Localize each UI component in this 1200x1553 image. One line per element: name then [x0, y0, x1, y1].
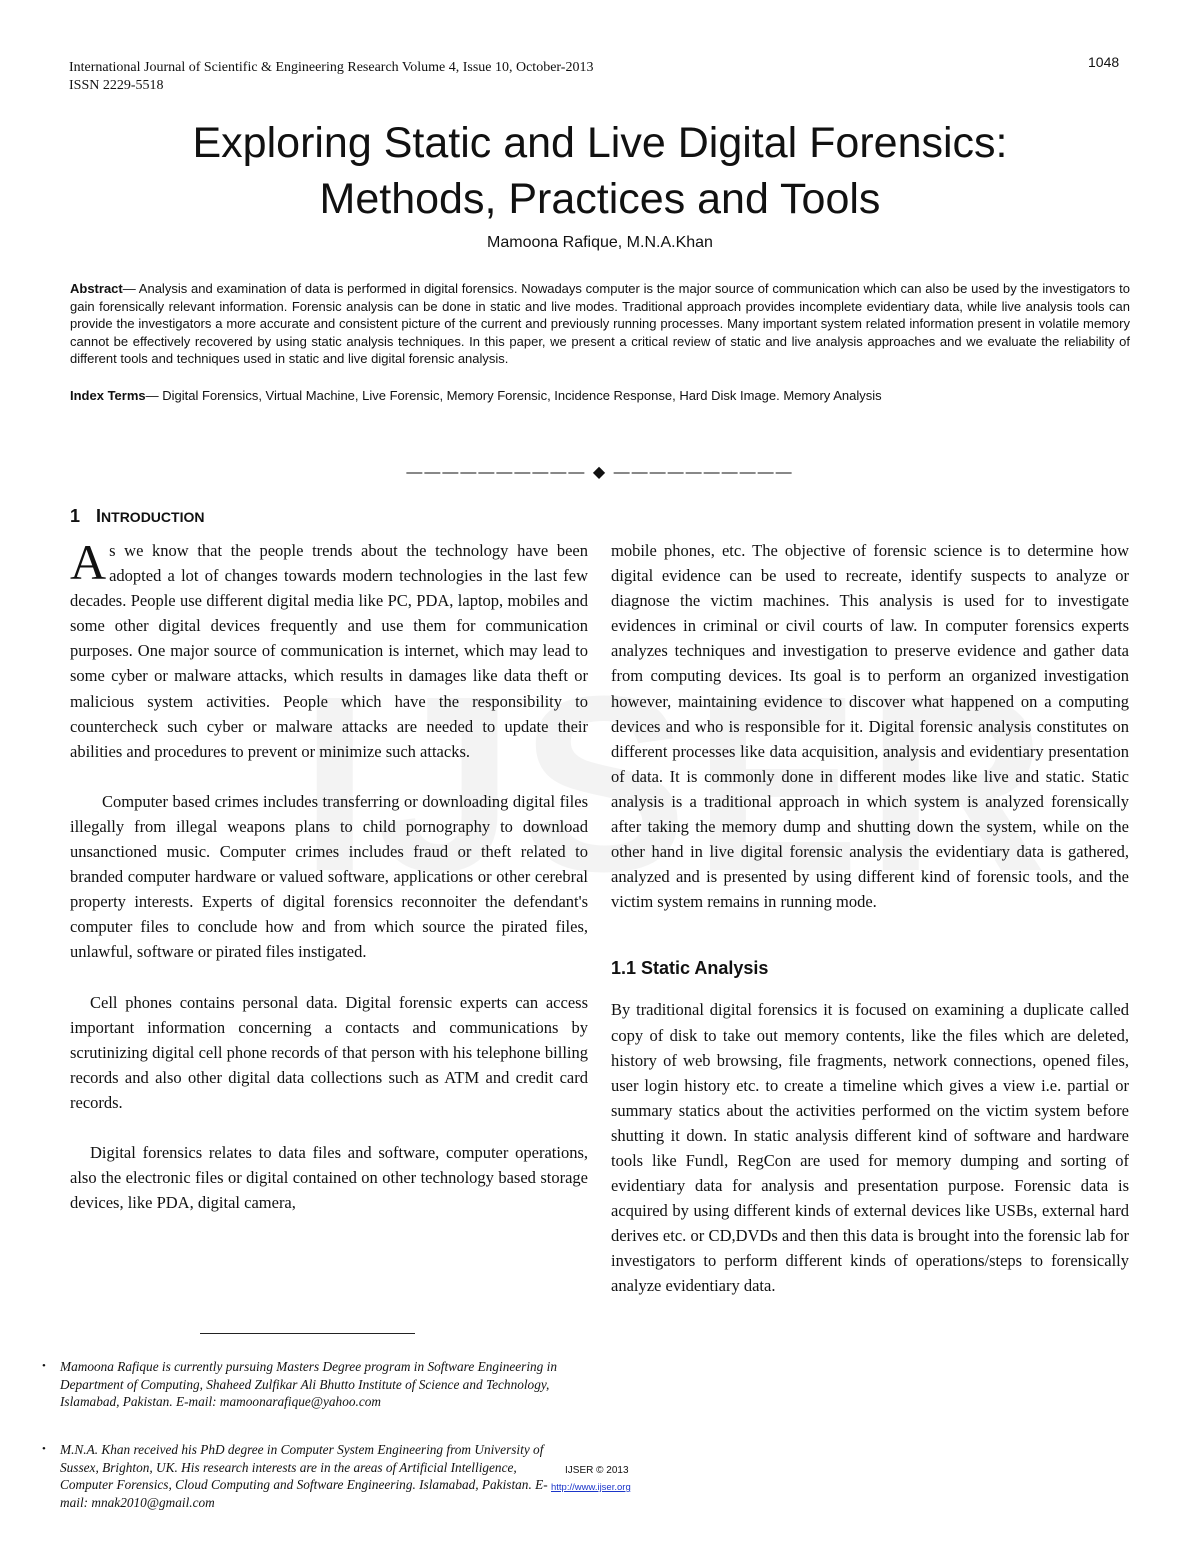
index-terms: [70, 387, 1130, 405]
section-number: 1: [70, 506, 81, 526]
paper-title: [0, 115, 1200, 227]
left-column: [70, 534, 588, 1215]
journal-name: International Journal of Scientific & Engineering Research Volume 4, Issue 10, October-2013: [69, 60, 594, 75]
subsection-heading-static-analysis: 1.1 Static Analysis: [611, 958, 769, 979]
copyright: IJSER © 2013: [565, 1465, 629, 1476]
abstract-text: — Analysis and examination of data is performed in digital forensics. Nowadays computer is the major source of communication which can also be used by the investigators to gain forensically relevant information. Forensic analysis can be done in static and live modes. Traditional approach provides incomplete evidentiary data, while live analysis tools can provide the investigators a more accurate and consistent picture of the current and previously running processes. Many important system related information present in volatile memory cannot be effectively recovered by using static analysis techniques. In this paper, we present a critical review of static and live analysis approaches and we evaluate the reliability of different tools and techniques used in static and live digital forensic analysis.: [70, 281, 1130, 366]
journal-header: [69, 59, 593, 95]
bullet-icon: •: [42, 1360, 46, 1372]
index-terms-text: — Digital Forensics, Virtual Machine, Live Forensic, Memory Forensic, Incidence Response, Hard Disk Image. Memory Analysis: [145, 388, 882, 403]
intro-paragraph-2: Computer based crimes includes transferring or downloading digital files illegally from illegal weapons plans to child pornography to download unsanctioned music. Computer crimes includes fraud or theft related to branded computer hardware or valued software, applications or other cerebral property interests. Experts of digital forensics reconnoiter the defendant's computer files to conclude how and from which source the pirated files, unlawful, software or pirated files instigated.: [70, 791, 588, 962]
intro-paragraph-3: Cell phones contains personal data. Digital forensic experts can access important information concerning a contacts and communications by scrutinizing digital cell phone records of that person with his telephone billing records and also other digital data collections such as ATM and credit card records.: [70, 992, 588, 1112]
bullet-icon: •: [42, 1443, 46, 1455]
right-column: [611, 538, 1129, 1299]
footnote-divider: [200, 1333, 415, 1334]
page-number: 1048: [1088, 54, 1120, 70]
abstract: [70, 280, 1130, 368]
footnote-1-text: Mamoona Rafique is currently pursuing Masters Degree program in Software Engineering in Department of Computing, Shaheed Zulfikar Ali Bhutto Institute of Science and Technology, Islamabad, Pakistan. E-mail: mamoonarafique@yahoo.com: [60, 1359, 557, 1409]
static-analysis-paragraph: By traditional digital forensics it is focused on examining a duplicate called copy of disk to take out memory contents, like the files which are deleted, history of web browsing, file fragments, network connections, opened files, user login history etc. to create a timeline which gives a view i.e. partial or summary statics about the activities performed on the victim system before shutting it down. In static analysis different kind of software and hardware tools like Fundl, RegCon are used for memory dumping and sorting of evidentiary data for analysis and presentation purpose. Forensic data is acquired by using different kinds of external devices like USBs, external hard derives etc. or CD,DVDs and then this data is brought into the forensic lab for investigators to perform different kinds of operations/steps to forensically analyze evidentiary data.: [611, 1000, 1129, 1296]
footnote-author-2: [42, 1441, 571, 1511]
title-line-1: Exploring Static and Live Digital Forensics:: [192, 119, 1008, 167]
abstract-label: Abstract: [70, 281, 123, 296]
authors: Mamoona Rafique, M.N.A.Khan: [487, 234, 713, 251]
title-line-2: Methods, Practices and Tools: [319, 175, 881, 223]
intro-paragraph-1-text: s we know that the people trends about the technology have been adopted a lot of changes towards modern technologies in the last few decades. People use different digital media like PC, PDA, laptop, mobiles and some other digital devices frequently and use them for communication purposes. One major source of communication is internet, which may lead to some cyber or malware attacks, which results in damages like data theft or malicious system activities. People which have the responsibility to countercheck such cyber or malware attacks are needed to update their abilities and procedures to prevent or minimize such attacks.: [70, 541, 588, 761]
issn: ISSN 2229-5518: [69, 78, 164, 93]
section-separator: —————————— ◆ ——————————: [406, 464, 794, 481]
section-heading-introduction: [70, 506, 204, 527]
drop-cap: A: [70, 534, 107, 590]
index-terms-label: Index Terms: [70, 388, 146, 403]
footnote-author-1: [42, 1358, 571, 1411]
intro-paragraph-5: mobile phones, etc. The objective of forensic science is to determine how digital evidence can be used to recreate, identify suspects to analyze or diagnose the victim machines. This analysis is used for to investigate evidences in criminal or civil courts of law. In computer forensics experts analyzes techniques and investigation to preserve evidence and gather data from computing devices. Its goal is to perform an organized investigation however, maintaining evidence to discover what happened on a computing devices and who is responsible for it. Digital forensic analysis constitutes on different processes like data acquisition, analysis and evidentiary presentation of data. It is commonly done in different modes like live and static. Static analysis is a traditional approach in which system is analyzed forensically after taking the memory dump and shutting down the system, while on the other hand in live digital forensic analysis the evidentiary data is gathered, analyzed and is presented by using different kind of forensic tools, and the victim system remains in running mode.: [611, 541, 1129, 912]
intro-paragraph-1: [70, 534, 588, 764]
section-title-initial: I: [96, 506, 102, 526]
section-title-rest: NTRODUCTION: [101, 509, 205, 525]
journal-url-link[interactable]: http://www.ijser.org: [551, 1482, 631, 1493]
footnote-2-text: M.N.A. Khan received his PhD degree in Computer System Engineering from University of Sussex, Brighton, UK. His research interests are in the areas of Artificial Intelligence, Computer Forensics, Cloud Computing and Software Engineering. Islamabad, Pakistan. E-mail: mnak2010@gmail.com: [60, 1442, 548, 1510]
intro-paragraph-4: Digital forensics relates to data files and software, computer operations, also the electronic files or digital contained on other technology based storage devices, like PDA, digital camera,: [70, 1142, 588, 1213]
